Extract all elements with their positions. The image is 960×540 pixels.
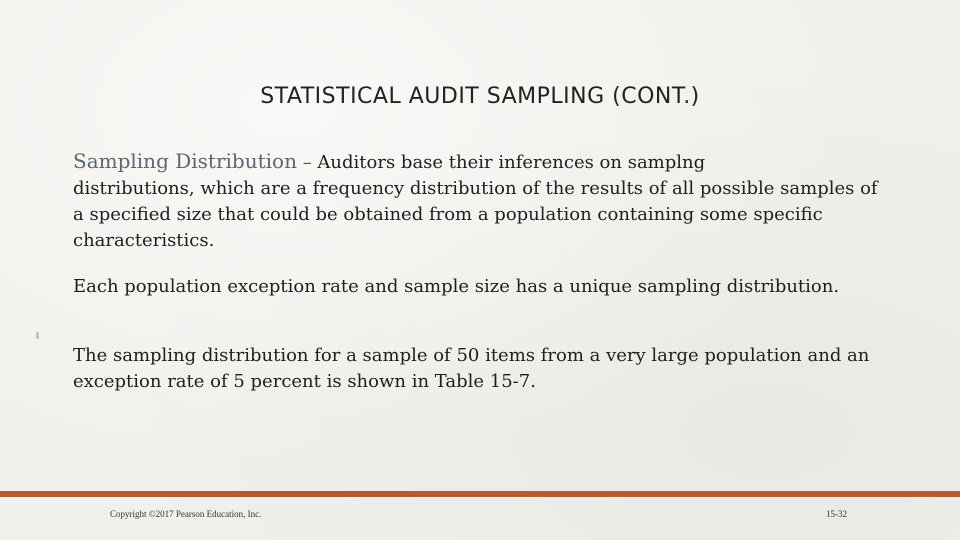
paragraph-sampling-distribution [73,148,883,254]
paragraph1-lead: Auditors base their inferences on samplng [317,152,706,173]
slide-title: STATISTICAL AUDIT SAMPLING (CONT.) [260,84,700,109]
paragraph-exception-rate: Each population exception rate and sample size has a unique sampling distribution. [73,276,840,297]
dash-separator: – [296,152,318,173]
copyright-text: Copyright ©2017 Pearson Education, Inc. [110,509,262,519]
slide-number: 15-32 [826,509,847,519]
paragraph1-rest: distributions, which are a frequency distribution of the results of all possible samples of a specified size that could be obtained from a population containing some specific characteristics. [73,178,878,251]
footer-rule [0,491,960,497]
decorative-speck [36,332,39,339]
term-sampling-distribution: Sampling Distribution [73,149,297,173]
paragraph-table-reference: The sampling distribution for a sample of 50 items from a very large population and an exception rate of 5 percent is shown in Table 15-7. [73,345,870,392]
